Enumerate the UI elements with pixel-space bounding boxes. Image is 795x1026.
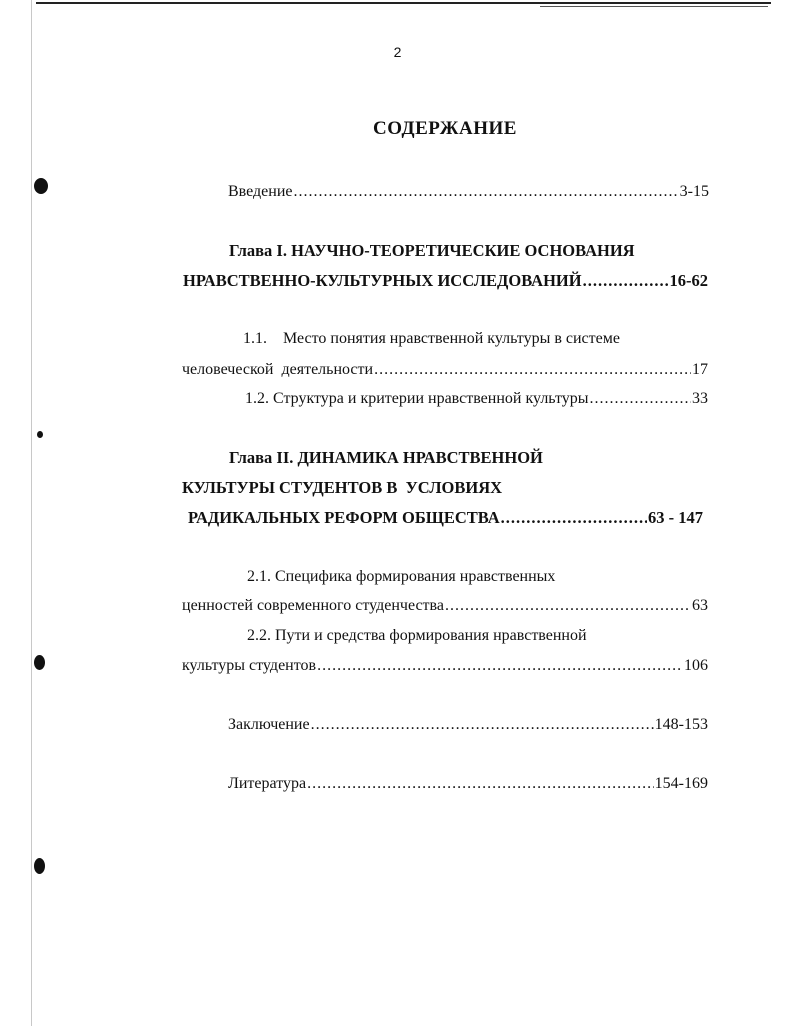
section-2-2-line-1: 2.2. Пути и средства формирования нравственной [247, 627, 587, 644]
toc-page: 148-153 [654, 716, 708, 733]
toc-entry-chapter-2 [188, 508, 703, 528]
toc-page: 106 [684, 657, 708, 674]
dot-leader [445, 596, 691, 616]
toc-entry-literature [228, 774, 708, 794]
page-number: 2 [393, 44, 402, 60]
dot-leader [501, 508, 647, 528]
toc-label: человеческой деятельности [182, 361, 374, 378]
dot-leader [317, 656, 683, 676]
dot-leader [294, 182, 679, 202]
toc-label: 1.2. Структура и критерии нравственной культуры [245, 390, 589, 407]
toc-label: НРАВСТВЕННО-КУЛЬТУРНЫХ ИССЛЕДОВАНИЙ [183, 271, 582, 290]
toc-page: 16-62 [669, 271, 708, 290]
chapter-2-heading-line-2: КУЛЬТУРЫ СТУДЕНТОВ В УСЛОВИЯХ [182, 478, 503, 497]
toc-label: культуры студентов [182, 657, 317, 674]
scan-speck [37, 431, 43, 438]
toc-label: РАДИКАЛЬНЫХ РЕФОРМ ОБЩЕСТВА [188, 508, 500, 527]
dot-leader [590, 389, 691, 409]
toc-page: 63 - 147 [648, 508, 703, 527]
dot-leader [311, 715, 654, 735]
toc-page: 3-15 [679, 183, 709, 200]
toc-page: 17 [692, 361, 708, 378]
scan-edge-line [36, 2, 771, 4]
toc-entry-intro [228, 182, 709, 202]
binder-hole-icon [34, 655, 45, 670]
toc-entry-conclusion [228, 715, 708, 735]
toc-page: 63 [692, 597, 708, 614]
chapter-1-heading-line-1: Глава I. НАУЧНО-ТЕОРЕТИЧЕСКИЕ ОСНОВАНИЯ [229, 241, 635, 260]
page-title: СОДЕРЖАНИЕ [373, 118, 517, 139]
toc-entry-section-1-1 [182, 360, 708, 380]
dot-leader [583, 271, 669, 291]
toc-label: Введение [228, 183, 293, 200]
scan-edge-line [540, 6, 768, 7]
page-margin-edge [31, 0, 32, 1026]
toc-label: Заключение [228, 716, 310, 733]
toc-entry-section-2-1 [182, 596, 708, 616]
toc-page: 33 [692, 390, 708, 407]
binder-hole-icon [34, 858, 45, 874]
dot-leader [374, 360, 691, 380]
toc-entry-chapter-1 [183, 271, 708, 291]
toc-entry-section-1-2 [245, 389, 708, 409]
chapter-2-heading-line-1: Глава II. ДИНАМИКА НРАВСТВЕННОЙ [229, 448, 543, 467]
section-1-1-line-1: 1.1. Место понятия нравственной культуры в системе [243, 330, 620, 347]
toc-page: 154-169 [654, 775, 708, 792]
toc-entry-section-2-2 [182, 656, 708, 676]
toc-label: Литература [228, 775, 307, 792]
section-2-1-line-1: 2.1. Специфика формирования нравственных [247, 568, 556, 585]
dot-leader [307, 774, 654, 794]
binder-hole-icon [34, 178, 48, 194]
toc-label: ценностей современного студенчества [182, 597, 444, 614]
